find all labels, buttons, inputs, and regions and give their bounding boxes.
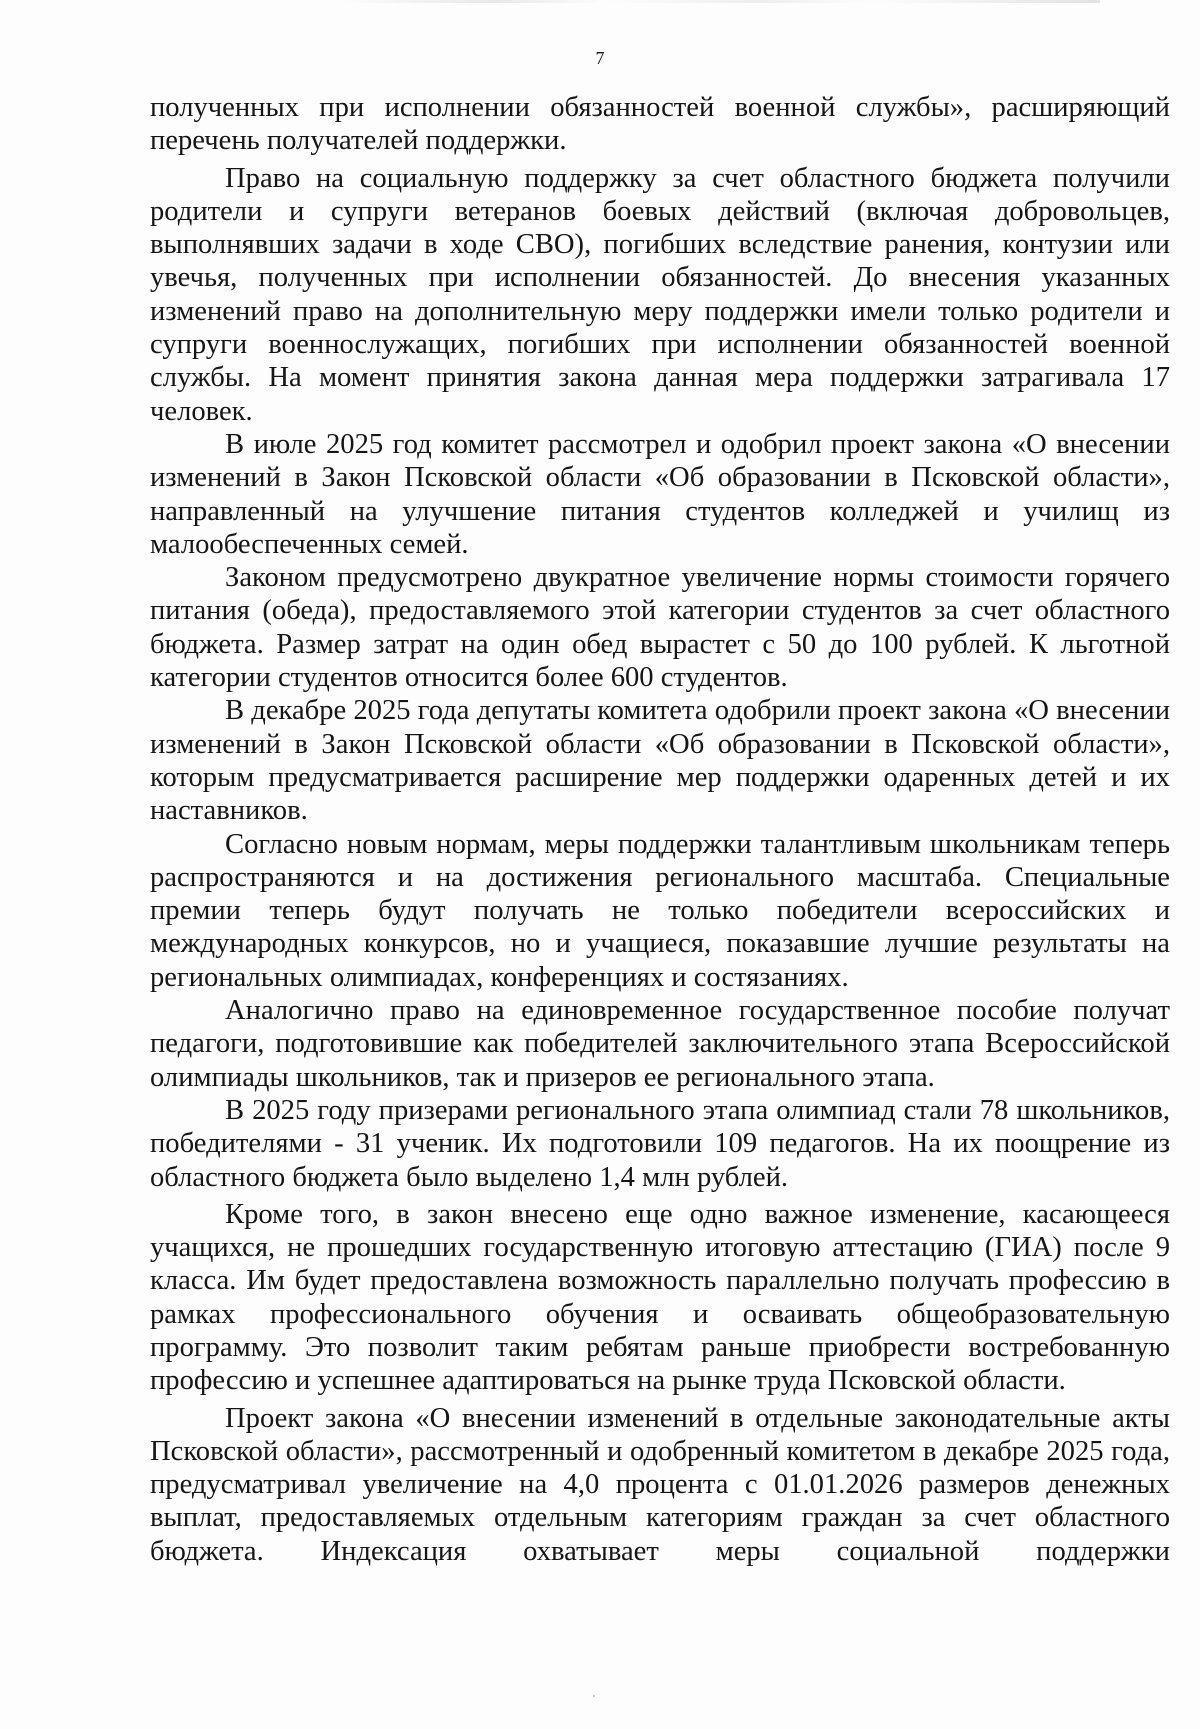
paragraph-hot-meals-increase: Законом предусмотрено двукратное увеличение нормы стоимости горячего питания (обеда), предоставляемого этой категории студентов за счет областного бюджета. Размер затрат на один обед вырастет с 50 до 100 рублей. К льготной категории студентов относится более 600 студентов. — [150, 562, 1170, 694]
scan-artifact-dot — [593, 1695, 595, 1697]
paragraph-july-2025-education-law: В июле 2025 год комитет рассмотрел и одобрил проект закона «О внесении изменений в Закон Псковской области «Об образовании в Псковской области», направленный на улучшение питания студентов колледжей и училищ из малообеспеченных семей. — [150, 428, 1170, 560]
paragraph-social-support-rights: Право на социальную поддержку за счет областного бюджета получили родители и супруги ветеранов боевых действий (включая добровольцев, выполнявших задачи в ходе СВО), погибших вследствие ранения, контузии или увечья, полученных при исполнении обязанностей. До внесения указанных изменений право на дополнительную меру поддержки имели только родители и супруги военнослужащих, погибших при исполнении обязанностей военной службы. На момент принятия закона данная мера поддержки затрагивала 17 человек. — [150, 162, 1170, 427]
document-body — [150, 91, 1170, 1568]
paragraph-olympiad-statistics: В 2025 году призерами регионального этапа олимпиад стали 78 школьников, победителями - 31 ученик. Их подготовили 109 педагогов. На их поощрение из областного бюджета было выделено 1,4 млн рублей. — [150, 1094, 1170, 1193]
paragraph-december-2025-gifted-children: В декабре 2025 года депутаты комитета одобрили проект закона «О внесении изменений в Закон Псковской области «Об образовании в Псковской области», которым предусматривается расширение мер поддержки одаренных детей и их наставников. — [150, 695, 1170, 827]
paragraph-continuation: полученных при исполнении обязанностей военной службы», расширяющий перечень получателей поддержки. — [150, 92, 1170, 157]
paragraph-talented-students-support: Согласно новым нормам, меры поддержки талантливым школьникам теперь распространяются и на достижения регионального масштаба. Специальные премии теперь будут получать не только победители всероссийских и международных конкурсов, но и учащиеся, показавшие лучшие результаты на региональных олимпиадах, конференциях и состязаниях. — [150, 828, 1170, 993]
paragraph-indexation-law: Проект закона «О внесении изменений в отдельные законодательные акты Псковской области», рассмотренный и одобренный комитетом в декабре 2025 года, предусматривал увеличение на 4,0 процента с 01.01.2026 размеров денежных выплат, предоставляемых отдельным категориям граждан за счет областного бюджета. Индексация охватывает меры социальной поддержки — [150, 1402, 1170, 1567]
paragraph-teachers-allowance: Аналогично право на единовременное государственное пособие получат педагоги, подготовившие как победителей заключительного этапа Всероссийской олимпиады школьников, так и призеров ее регионального этапа. — [150, 995, 1170, 1093]
page-number: 7 — [595, 48, 605, 68]
paragraph-gia-professional-training: Кроме того, в закон внесено еще одно важное изменение, касающееся учащихся, не прошедших государственную итоговую аттестацию (ГИА) после 9 класса. Им будет предоставлена возможность параллельно получать профессию в рамках профессионального обучения и осваивать общеобразовательную программу. Это позволит таким ребятам раньше приобрести востребованную профессию и успешнее адаптироваться на рынке труда Псковской области. — [150, 1198, 1170, 1397]
scan-top-edge — [340, 0, 1100, 3]
